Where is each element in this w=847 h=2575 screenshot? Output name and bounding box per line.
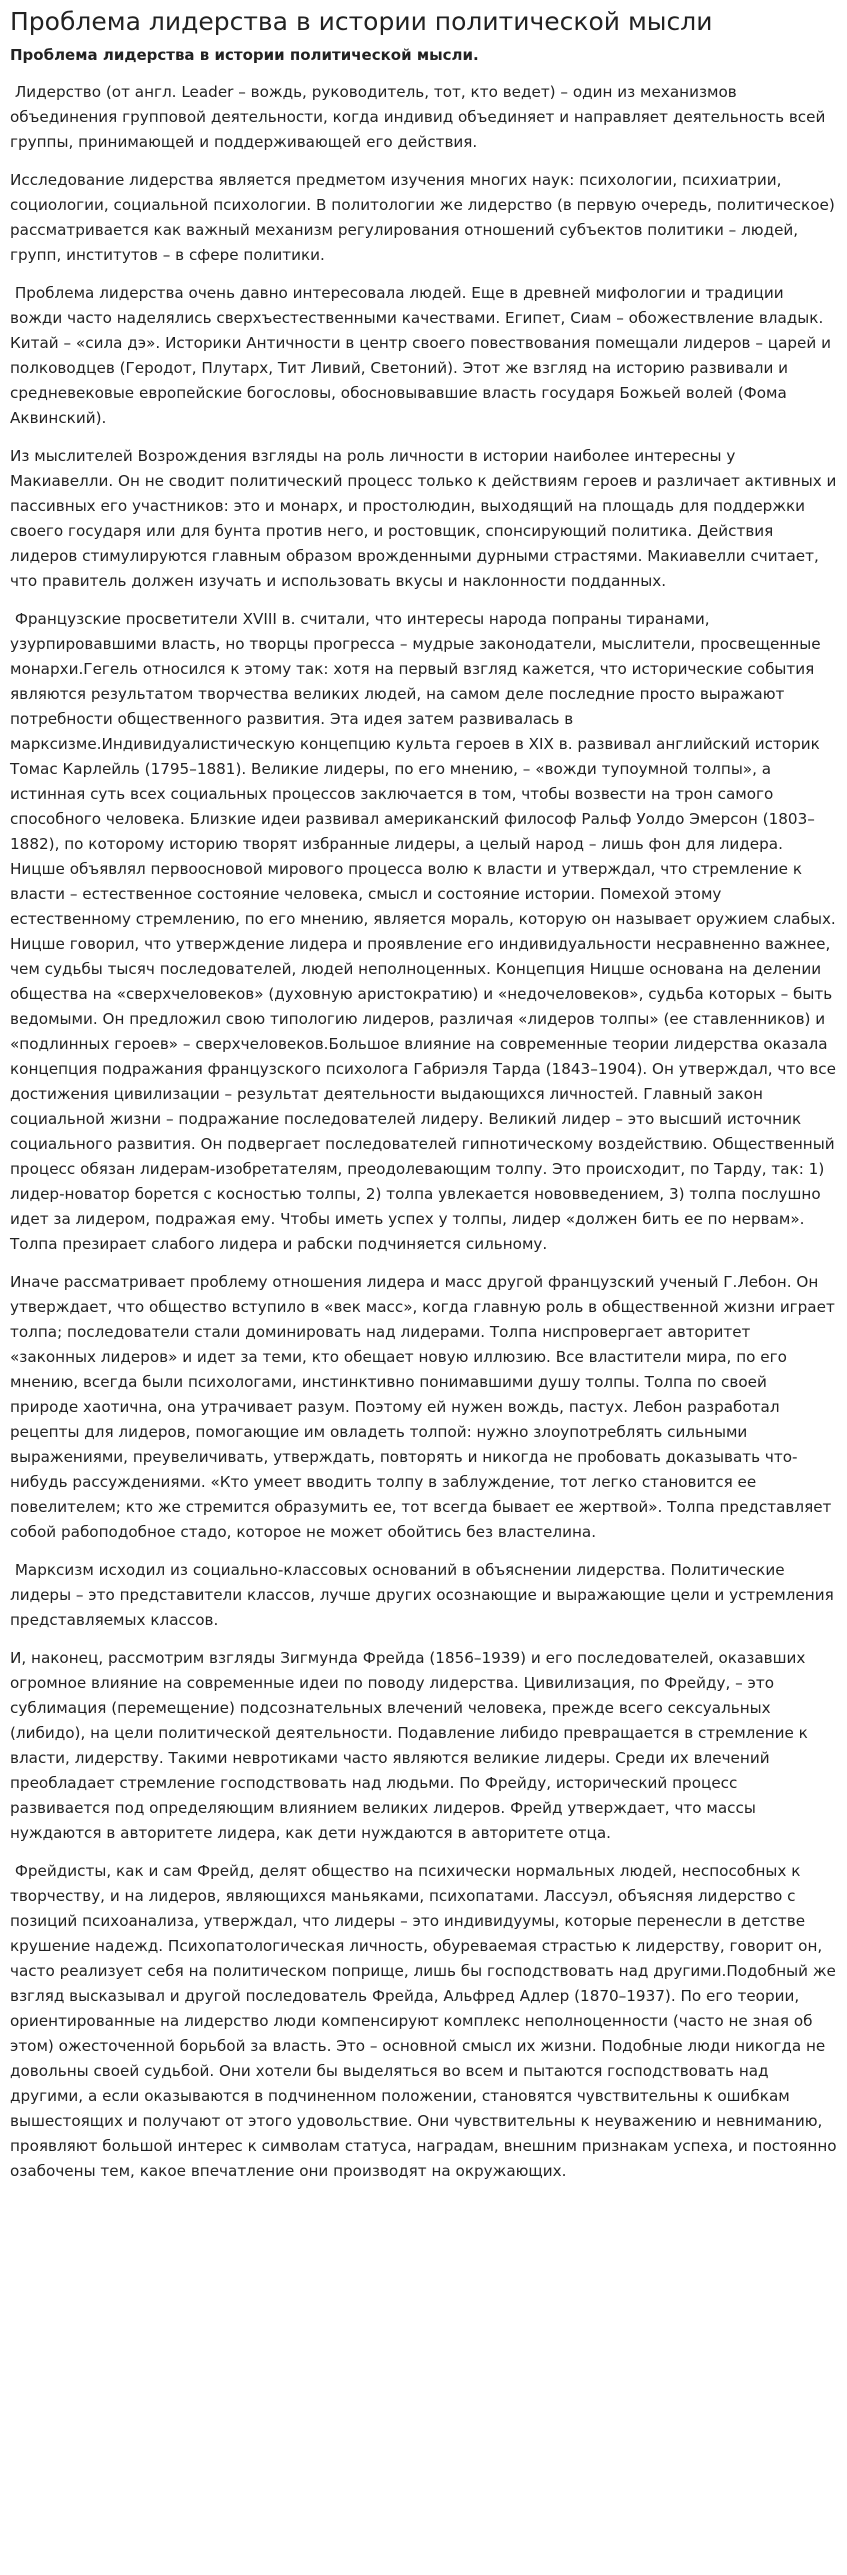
paragraph-7: Марксизм исходил из социально-классовых оснований в объяснении лидерства. Политические лидеры – это представители классов, лучше других осознающие и выражающие цели и устремления представляемых классов. <box>10 1561 839 1629</box>
paragraph-1: Лидерство (от англ. Leader – вождь, руководитель, тот, кто ведет) – один из механизмов объединения групповой деятельности, когда индивид объединяет и направляет деятельность всей группы, принимающей и поддерживающей его действия. <box>10 83 831 151</box>
paragraph-2: Исследование лидерства является предметом изучения многих наук: психологии, психиатрии, социологии, социальной психологии. В политологии же лидерство (в первую очередь, политическое) рассматривается как важный механизм регулирования отношений субъектов политики – людей, групп, институтов – в сфере политики. <box>10 171 840 264</box>
paragraph-8: И, наконец, рассмотрим взгляды Зигмунда Фрейда (1856–1939) и его последователей, оказавших огромное влияние на современные идеи по поводу лидерства. Цивилизация, по Фрейду, – это сублимация (перемещение) подсознательных влечений человека, прежде всего сексуальных (либидо), на цели политической деятельности. Подавление либидо превращается в стремление к власти, лидерству. Такими невротиками часто являются великие лидеры. Среди их влечений преобладает стремление господствовать над людьми. По Фрейду, исторический процесс развивается под определяющим влиянием великих лидеров. Фрейд утверждает, что массы нуждаются в авторитете лидера, как дети нуждаются в авторитете отца. <box>10 1649 813 1842</box>
paragraph-9: Фрейдисты, как и сам Фрейд, делят общество на психически нормальных людей, неспособных к творчеству, и на лидеров, являющихся маньяками, психопатами. Лассуэл, объясняя лидерство с позиций психоанализа, утверждал, что лидеры – это индивидуумы, которые перенесли в детстве крушение надежд. Психопатологическая личность, обуреваемая страстью к лидерству, говорит он, часто реализует себя на политическом поприще, лишь бы господствовать над другими.Подобный же взгляд высказывал и другой последователь Фрейда, Альфред Адлер (1870–1937). По его теории, ориентированные на лидерство люди компенсируют комплекс неполноценности (часто не зная об этом) ожесточенной борьбой за власть. Это – основной смысл их жизни. Подобные люди никогда не довольны своей судьбой. Они хотели бы выделяться во всем и пытаются господствовать над другими, а если оказываются в подчиненном положении, становятся чувствительны к ошибкам вышестоящих и получают от этого удовольствие. Они чувствительны к неуважению и невниманию, проявляют большой интерес к символам статуса, наградам, внешним признакам успеха, и постоянно озабочены тем, какое впечатление они производят на окружающих. <box>10 1862 842 2180</box>
paragraph-5: Французские просветители XVIII в. считали, что интересы народа попраны тиранами, узурпировавшими власть, но творцы прогресса – мудрые законодатели, мыслители, просвещенные монархи.Гегель относился к этому так: хотя на первый взгляд кажется, что исторические события являются результатом творчества великих людей, на самом деле последние просто выражают потребности общественного развития. Эта идея затем развивалась в марксизме.Индивидуалистическую концепцию культа героев в XIX в. развивал английский историк Томас Карлейль (1795–1881). Великие лидеры, по его мнению, – «вожди тупоумной толпы», а истинная суть всех социальных процессов заключается в том, чтобы возвести на трон самого способного человека. Близкие идеи развивал американский философ Ральф Уолдо Эмерсон (1803–1882), по которому историю творят избранные лидеры, а целый народ – лишь фон для лидера. Ницше объявлял первоосновой мирового процесса волю к власти и утверждал, что стремление к власти – естественное состояние человека, смысл и состояние истории. Помехой этому естественному стремлению, по его мнению, является мораль, которую он называет оружием слабых. Ницше говорил, что утверждение лидера и проявление его индивидуальности несравненно важнее, чем судьбы тысяч последователей, людей неполноценных. Концепция Ницше основана на делении общества на «сверхчеловеков» (духовную аристократию) и «недочеловеков», судьба которых – быть ведомыми. Он предложил свою типологию лидеров, различая «лидеров толпы» (ее ставленников) и «подлинных героев» – сверхчеловеков.Большое влияние на современные теории лидерства оказала концепция подражания французского психолога Габриэля Тарда (1843–1904). Он утверждал, что все достижения цивилизации – результат деятельности выдающихся личностей. Главный закон социальной жизни – подражание последователей лидеру. Великий лидер – это высший источник социального развития. Он подвергает последователей гипнотическому воздействию. Общественный процесс обязан лидерам-изобретателям, преодолевающим толпу. Это происходит, по Тарду, так: 1) лидер-новатор борется с косностью толпы, 2) толпа увлекается нововведением, 3) толпа послушно идет за лидером, подражая ему. Чтобы иметь успех у толпы, лидер «должен бить ее по нервам». Толпа презирает слабого лидера и рабски подчиняется сильному. <box>10 610 841 1253</box>
paragraph-3: Проблема лидерства очень давно интересовала людей. Еще в древней мифологии и традиции вожди часто наделялись сверхъестественными качествами. Египет, Сиам – обожествление владык. Китай – «сила дэ». Историки Античности в центр своего повествования помещали лидеров – царей и полководцев (Геродот, Плутарх, Тит Ливий, Светоний). Этот же взгляд на историю развивали и средневековые европейские богословы, обосновывавшие власть государя Божьей волей (Фома Аквинский). <box>10 284 836 427</box>
page-title: Проблема лидерства в истории политической мысли <box>10 7 713 36</box>
paragraph-4: Из мыслителей Возрождения взгляды на роль личности в истории наиболее интересны у Макиавелли. Он не сводит политический процесс только к действиям героев и различает активных и пассивных его участников: это и монарх, и простолюдин, выходящий на площадь для поддержки своего государя или для бунта против него, и ростовщик, спонсирующий политика. Действия лидеров стимулируются главным образом врожденными дурными страстями. Макиавелли считает, что правитель должен изучать и использовать вкусы и наклонности подданных. <box>10 447 842 590</box>
paragraph-6: Иначе рассматривает проблему отношения лидера и масс другой французский ученый Г.Лебон. Он утверждает, что общество вступило в «век масс», когда главную роль в общественной жизни играет толпа; последователи стали доминировать над лидерами. Толпа ниспровергает авторитет «законных лидеров» и идет за теми, кто обещает новую иллюзию. Все властители мира, по его мнению, всегда были психологами, инстинктивно понимавшими душу толпы. Толпа по своей природе хаотична, она утрачивает разум. Поэтому ей нужен вождь, пастух. Лебон разработал рецепты для лидеров, помогающие им овладеть толпой: нужно злоупотреблять сильными выражениями, преувеличивать, утверждать, повторять и никогда не пробовать доказывать что-нибудь рассуждениями. «Кто умеет вводить толпу в заблуждение, тот легко становится ее повелителем; кто же стремится образумить ее, тот всегда бывает ее жертвой». Толпа представляет собой рабоподобное стадо, которое не может обойтись без властелина. <box>10 1273 840 1541</box>
article-subtitle: Проблема лидерства в истории политической мысли. <box>10 46 479 64</box>
